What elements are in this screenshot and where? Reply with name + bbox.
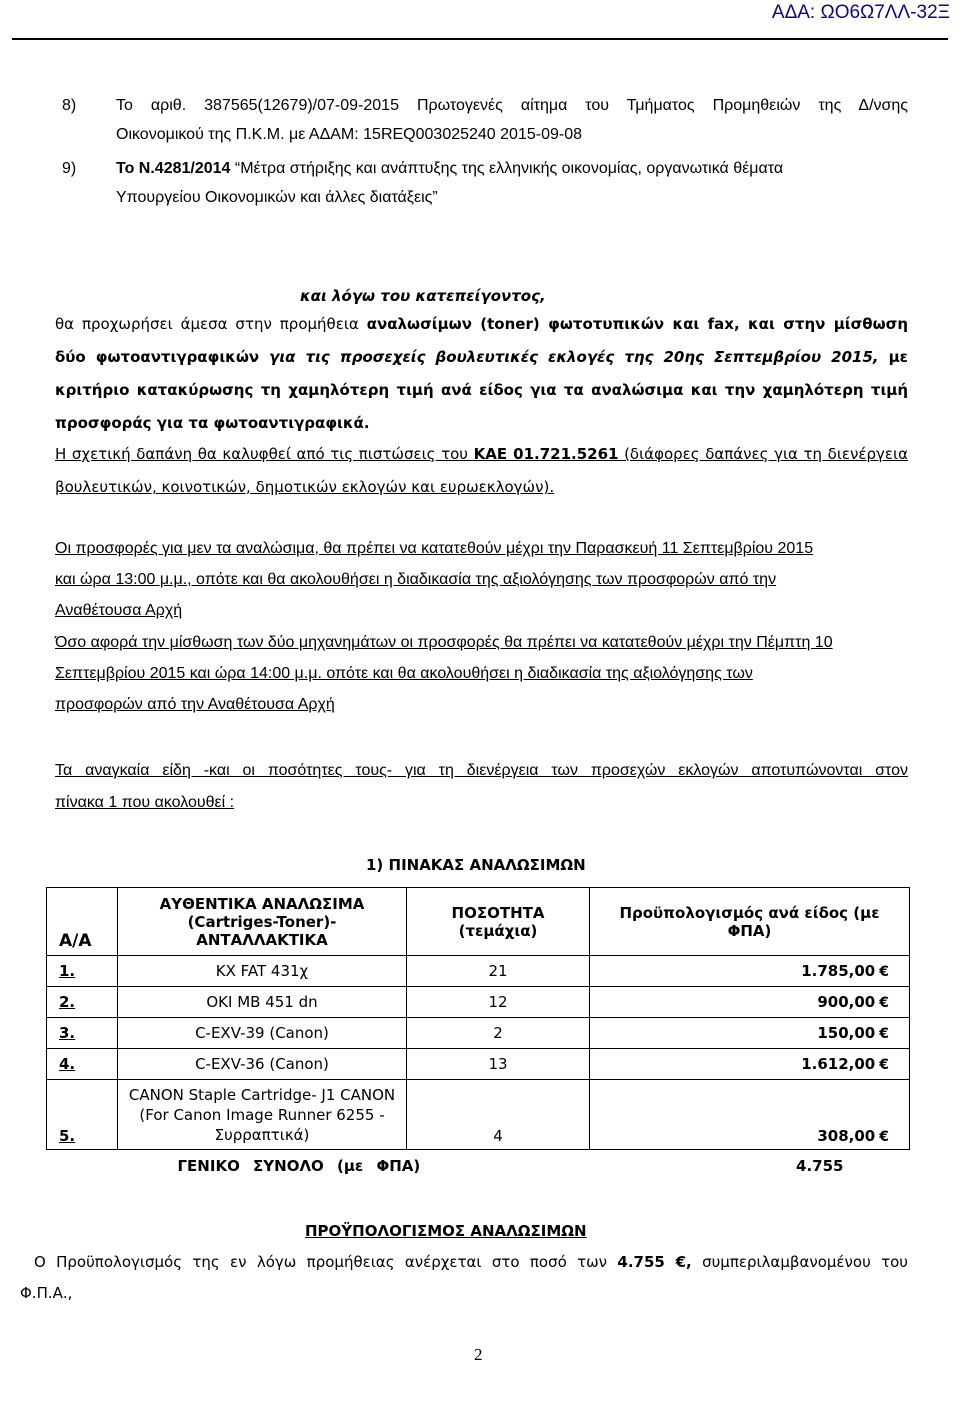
row-quantity: 13 bbox=[407, 1049, 590, 1080]
budget-line bbox=[34, 1253, 908, 1271]
euro-icon: € bbox=[879, 964, 889, 980]
table-row bbox=[47, 987, 910, 1018]
price-value: 900,00 bbox=[817, 993, 876, 1011]
row-item: C-EXV-39 (Canon) bbox=[118, 1018, 407, 1049]
header-rule bbox=[12, 38, 948, 40]
expense-text: Η σχετική δαπάνη θα καλυφθεί από τις πιστώσεις του bbox=[55, 445, 474, 463]
euro-icon: € bbox=[879, 995, 889, 1011]
budget-heading: ΠΡΟΫΠΟΛΟΓΙΣΜΟΣ ΑΝΑΛΩΣΙΜΩΝ bbox=[305, 1222, 587, 1240]
ada-code: ΑΔΑ: ΩΟ6Ω7ΛΛ-32Ξ bbox=[771, 2, 950, 23]
euro-icon: € bbox=[879, 1057, 889, 1073]
offers-line: και ώρα 13:00 μ.μ., οπότε και θα ακολουθήσει η διαδικασία της αξιολόγησης των προσφορών από την bbox=[55, 571, 777, 588]
row-price bbox=[590, 987, 910, 1018]
law-title: “Μέτρα στήριξης και ανάπτυξης της ελληνικής οικονομίας, οργανωτικά θέματα bbox=[230, 160, 784, 177]
row-price bbox=[590, 1080, 910, 1150]
row-number: 5. bbox=[47, 1080, 118, 1150]
table-header-row bbox=[47, 888, 910, 956]
law-reference: Το Ν.4281/2014 bbox=[116, 160, 231, 177]
consumables-table bbox=[46, 887, 910, 1182]
total-value: 4.755 bbox=[796, 1156, 844, 1175]
urgency-line bbox=[55, 315, 908, 333]
header-quantity: ΠΟΣΟΤΗΤΑ (τεμάχια) bbox=[407, 888, 590, 956]
row-price bbox=[590, 1018, 910, 1049]
urgency-text: θα προχωρήσει άμεσα στην προμήθεια bbox=[55, 315, 367, 333]
total-spacer bbox=[47, 1150, 118, 1182]
euro-icon: € bbox=[879, 1129, 889, 1145]
total-label: ΓΕΝΙΚΟ ΣΥΝΟΛΟ (με ΦΠΑ) bbox=[177, 1156, 421, 1175]
row-number: 4. bbox=[47, 1049, 118, 1080]
offers-line: προσφορών από την Αναθέτουσα Αρχή bbox=[55, 696, 335, 713]
urgency-text-bold: δύο φωτοαντιγραφικών bbox=[55, 348, 270, 366]
row-price bbox=[590, 956, 910, 987]
budget-text: συμπεριλαμβανομένου του bbox=[691, 1253, 908, 1271]
row-item: CANON Staple Cartridge- J1 CANON (For Canon Image Runner 6255 - Συρραπτικά) bbox=[118, 1080, 407, 1150]
item-number: 9) bbox=[62, 160, 77, 177]
row-quantity: 12 bbox=[407, 987, 590, 1018]
budget-text: Ο Προϋπολογισμός της εν λόγω προμήθειας ανέρχεται στο ποσό των bbox=[34, 1253, 618, 1271]
needed-line: Τα αναγκαία είδη -και οι ποσότητες τους- για τη διενέργεια των προσεχών εκλογών αποτυπώνονται στον bbox=[55, 762, 908, 779]
euro-icon: € bbox=[879, 1026, 889, 1042]
page-number: 2 bbox=[474, 1345, 483, 1364]
header-aa: Α/Α bbox=[47, 888, 118, 956]
urgency-line: κριτήριο κατακύρωσης τη χαμηλότερη τιμή ανά είδος για τα αναλώσιμα και την χαμηλότερη τιμή bbox=[55, 381, 908, 399]
expense-line: βουλευτικών, κοινοτικών, δημοτικών εκλογών και ευρωεκλογών). bbox=[55, 478, 555, 496]
item-text: Οικονομικού της Π.Κ.Μ. με ΑΔΑΜ: 15REQ003025240 2015-09-08 bbox=[116, 126, 582, 143]
urgency-line bbox=[55, 348, 908, 366]
budget-line: Φ.Π.Α., bbox=[20, 1284, 73, 1302]
row-quantity: 2 bbox=[407, 1018, 590, 1049]
urgency-text-bold: με bbox=[878, 348, 908, 366]
row-item: C-EXV-36 (Canon) bbox=[118, 1049, 407, 1080]
offers-line: Οι προσφορές για μεν τα αναλώσιμα, θα πρέπει να κατατεθούν μέχρι την Παρασκευή 11 Σεπτεμβρίου 2015 bbox=[55, 540, 814, 557]
item-number: 8) bbox=[62, 97, 77, 114]
expense-text: (διάφορες δαπάνες για τη διενέργεια bbox=[618, 445, 908, 463]
item-text: Υπουργείου Οικονομικών και άλλες διατάξεις” bbox=[116, 189, 438, 206]
row-number: 1. bbox=[47, 956, 118, 987]
table-row bbox=[47, 956, 910, 987]
urgency-heading: και λόγω του κατεπείγοντος, bbox=[300, 287, 546, 305]
urgency-text-bold: αναλωσίμων (toner) φωτοτυπικών και fax, και στην μίσθωση bbox=[366, 315, 908, 333]
row-number: 2. bbox=[47, 987, 118, 1018]
urgency-text-italic: για τις προσεχείς βουλευτικές εκλογές της 20ης Σεπτεμβρίου 2015, bbox=[269, 348, 879, 366]
urgency-line: προσφοράς για τα φωτοαντιγραφικά. bbox=[55, 414, 370, 432]
row-quantity: 21 bbox=[407, 956, 590, 987]
price-value: 150,00 bbox=[817, 1024, 876, 1042]
expense-line bbox=[55, 445, 908, 463]
table-row bbox=[47, 1080, 910, 1150]
total-row bbox=[47, 1150, 910, 1182]
row-quantity: 4 bbox=[407, 1080, 590, 1150]
item-text bbox=[116, 160, 783, 178]
price-value: 308,00 bbox=[817, 1127, 876, 1145]
offers-line: Αναθέτουσα Αρχή bbox=[55, 602, 183, 619]
table-row bbox=[47, 1049, 910, 1080]
row-item: KX FAT 431χ bbox=[118, 956, 407, 987]
row-item: OKI MB 451 dn bbox=[118, 987, 407, 1018]
row-number: 3. bbox=[47, 1018, 118, 1049]
kae-code: ΚΑΕ 01.721.5261 bbox=[473, 445, 619, 463]
budget-amount: 4.755 €, bbox=[617, 1253, 692, 1271]
header-budget: Προϋπολογισμός ανά είδος (με ΦΠΑ) bbox=[590, 888, 910, 956]
header-item: ΑΥΘΕΝΤΙΚΑ ΑΝΑΛΩΣΙΜΑ (Cartriges-Toner)- ΑΝΤΑΛΛΑΚΤΙΚΑ bbox=[118, 888, 407, 956]
offers-line: Όσο αφορά την μίσθωση των δύο μηχανημάτων οι προσφορές θα πρέπει να κατατεθούν μέχρι την Πέμπτη 10 bbox=[55, 634, 833, 651]
item-text: Το αριθ. 387565(12679)/07-09-2015 Πρωτογενές αίτημα του Τμήματος Προμηθειών της Δ/νσης bbox=[116, 97, 908, 114]
needed-line: πίνακα 1 που ακολουθεί : bbox=[55, 794, 235, 811]
offers-line: Σεπτεμβρίου 2015 και ώρα 14:00 μ.μ. οπότε και θα ακολουθήσει η διαδικασία της αξιολόγησης των bbox=[55, 665, 753, 682]
table-row bbox=[47, 1018, 910, 1049]
price-value: 1.785,00 bbox=[801, 962, 876, 980]
row-price bbox=[590, 1049, 910, 1080]
table-title: 1) ΠΙΝΑΚΑΣ ΑΝΑΛΩΣΙΜΩΝ bbox=[366, 856, 586, 874]
price-value: 1.612,00 bbox=[801, 1055, 876, 1073]
